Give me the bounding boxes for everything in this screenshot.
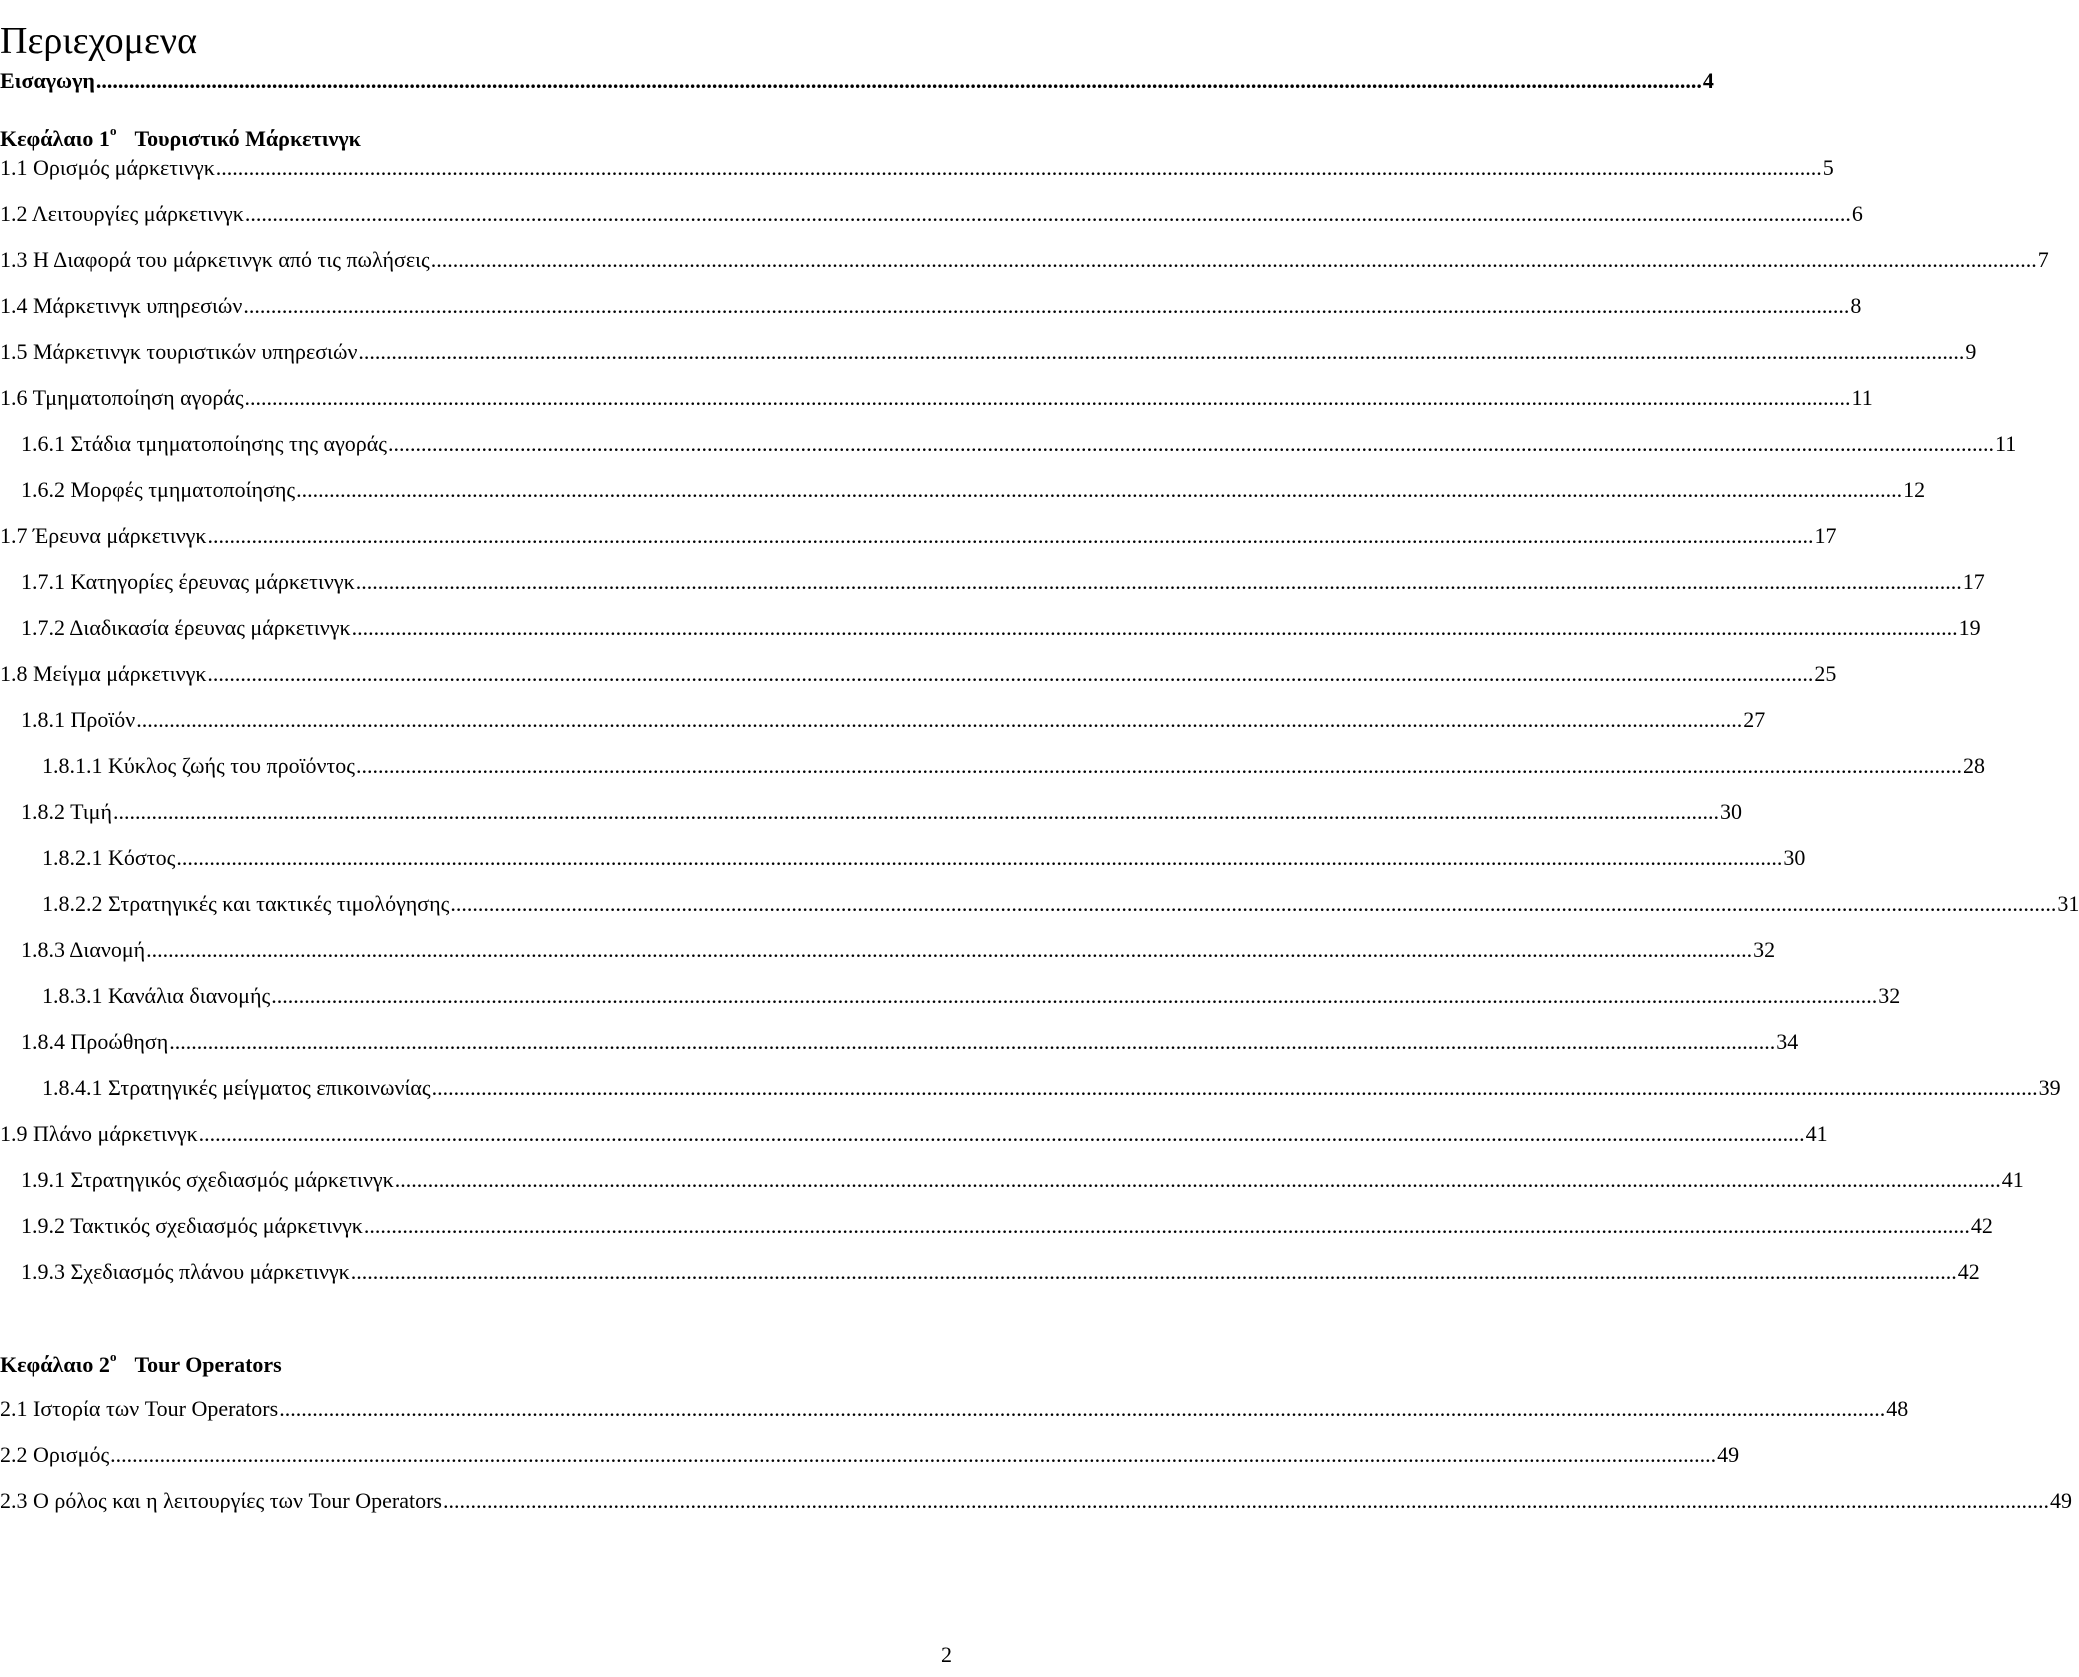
page-number: 2 — [941, 1642, 952, 1667]
toc-entry[interactable] — [0, 1257, 1980, 1287]
toc-entry-label: 1.7.1 Κατηγορίες έρευνας μάρκετινγκ — [21, 569, 355, 594]
toc-entry-label: 2.1 Ιστορία των Tour Operators — [0, 1396, 279, 1421]
toc-entry[interactable] — [0, 705, 1766, 735]
toc-entry-page: 11 — [1995, 431, 2017, 456]
dot-leader — [216, 153, 1822, 183]
toc-entry-label: 1.8.3 Διανομή — [21, 937, 146, 962]
toc-entry-page: 48 — [1886, 1396, 1909, 1421]
toc-entry[interactable] — [0, 567, 1985, 597]
toc-entry[interactable] — [0, 521, 1837, 551]
dot-leader — [352, 613, 1958, 643]
toc-entry-page: 17 — [1814, 523, 1837, 548]
dot-leader — [271, 981, 1877, 1011]
dot-leader — [169, 1027, 1775, 1057]
dot-leader — [450, 889, 2056, 919]
dot-leader — [176, 843, 1782, 873]
dot-leader — [208, 521, 1814, 551]
toc-entry-label: 1.8.3.1 Κανάλια διανομής — [42, 983, 271, 1008]
toc-entry-page: 49 — [1717, 1442, 1740, 1467]
chapter-2-heading — [0, 1350, 282, 1380]
toc-entry[interactable] — [0, 613, 1981, 643]
dot-leader — [356, 751, 1962, 781]
chapter-title: Τουριστικό Μάρκετινγκ — [134, 126, 361, 151]
toc-entry-page: 41 — [2001, 1167, 2024, 1192]
dot-leader — [388, 429, 1994, 459]
toc-entry-label: 1.8.1 Προϊόν — [21, 707, 136, 732]
toc-entry-label: 2.3 Ο ρόλος και η λειτουργίες των Tour Operators — [0, 1488, 442, 1513]
toc-entry-page: 7 — [2037, 247, 2049, 272]
toc-entry-label: 1.4 Μάρκετινγκ υπηρεσιών — [0, 293, 243, 318]
dot-leader — [443, 1486, 2049, 1516]
toc-entry-page: 8 — [1850, 293, 1862, 318]
toc-entry-label: 1.9.2 Τακτικός σχεδιασμός μάρκετινγκ — [21, 1213, 363, 1238]
toc-entry-page: 32 — [1753, 937, 1776, 962]
dot-leader — [113, 797, 1719, 827]
dot-leader — [364, 1211, 1970, 1241]
toc-entry[interactable] — [0, 383, 1873, 413]
dot-leader — [296, 475, 1902, 505]
toc-entry[interactable] — [0, 1440, 1740, 1470]
toc-entry[interactable] — [0, 1486, 2072, 1516]
toc-entry-page: 6 — [1851, 201, 1863, 226]
dot-leader — [199, 1119, 1805, 1149]
toc-entry-label: 2.2 Ορισμός — [0, 1442, 110, 1467]
toc-entry-page: 28 — [1963, 753, 1985, 778]
toc-entry[interactable] — [0, 1027, 1799, 1057]
toc-entry-label: 1.8.2 Τιμή — [21, 799, 112, 824]
toc-entry-page: 9 — [1965, 339, 1977, 364]
toc-entry-label: 1.8.4.1 Στρατηγικές μείγματος επικοινωνίας — [42, 1075, 431, 1100]
toc-entry-page: 34 — [1776, 1029, 1799, 1054]
dot-leader — [245, 383, 1851, 413]
toc-entry-intro[interactable] — [0, 66, 1714, 96]
toc-entry[interactable] — [0, 1165, 2024, 1195]
toc-entry-page: 27 — [1743, 707, 1766, 732]
toc-entry[interactable] — [0, 245, 2049, 275]
toc-entry[interactable] — [0, 1394, 1909, 1424]
dot-leader — [146, 935, 1752, 965]
toc-entry[interactable] — [0, 1119, 1828, 1149]
toc-entry[interactable] — [0, 843, 1806, 873]
toc-entry-label: 1.6.1 Στάδια τμηματοποίησης της αγοράς — [21, 431, 388, 456]
toc-entry[interactable] — [0, 751, 1985, 781]
toc-entry-page: 42 — [1957, 1259, 1980, 1284]
dot-leader — [356, 567, 1962, 597]
toc-entry-label: 1.9.3 Σχεδιασμός πλάνου μάρκετινγκ — [21, 1259, 350, 1284]
toc-entry[interactable] — [0, 337, 1977, 367]
dot-leader — [431, 245, 2037, 275]
toc-entry-page: 19 — [1958, 615, 1981, 640]
toc-entry-label: 1.8 Μείγμα μάρκετινγκ — [0, 661, 207, 686]
toc-entry-label: 1.1 Ορισμός μάρκετινγκ — [0, 155, 215, 180]
toc-entry-label: 1.2 Λειτουργίες μάρκετινγκ — [0, 201, 244, 226]
toc-entry-page: 5 — [1822, 155, 1834, 180]
toc-entry[interactable] — [0, 1211, 1993, 1241]
toc-entry-page: 31 — [2057, 891, 2079, 916]
toc-entry-page: 32 — [1878, 983, 1901, 1008]
toc-entry-label: 1.9 Πλάνο μάρκετινγκ — [0, 1121, 198, 1146]
dot-leader — [279, 1394, 1885, 1424]
dot-leader — [245, 199, 1851, 229]
toc-entry-label: 1.8.2.2 Στρατηγικές και τακτικές τιμολόγησης — [42, 891, 450, 916]
toc-entry-label: 1.8.2.1 Κόστος — [42, 845, 176, 870]
chapter-ordinal: ο — [109, 1348, 117, 1364]
toc-entry-label: 1.6.2 Μορφές τμηματοποίησης — [21, 477, 296, 502]
toc-entry[interactable] — [0, 199, 1863, 229]
toc-entry-page: 12 — [1903, 477, 1926, 502]
dot-leader — [207, 659, 1813, 689]
toc-entry-label: 1.7 Έρευνα μάρκετινγκ — [0, 523, 207, 548]
toc-entry-page: 4 — [1702, 68, 1714, 93]
toc-entry-page: 42 — [1970, 1213, 1993, 1238]
toc-entry[interactable] — [0, 981, 1901, 1011]
toc-entry[interactable] — [0, 429, 2017, 459]
toc-entry[interactable] — [0, 291, 1862, 321]
toc-entry-page: 41 — [1805, 1121, 1828, 1146]
toc-entry-page: 25 — [1814, 661, 1837, 686]
dot-leader — [110, 1440, 1716, 1470]
toc-entry-page: 11 — [1851, 385, 1873, 410]
toc-entry-page: 39 — [2038, 1075, 2061, 1100]
toc-entry[interactable] — [0, 1073, 2061, 1103]
dot-leader — [432, 1073, 2038, 1103]
dot-leader — [96, 66, 1702, 96]
chapter-label: Κεφάλαιο 2 — [0, 1352, 110, 1377]
dot-leader — [243, 291, 1849, 321]
toc-entry-page: 17 — [1962, 569, 1985, 594]
toc-entry[interactable] — [0, 475, 1926, 505]
dot-leader — [136, 705, 1742, 735]
toc-entry-label: 1.3 Η Διαφορά του μάρκετινγκ από τις πωλήσεις — [0, 247, 430, 272]
chapter-1-heading — [0, 124, 361, 154]
toc-entry-label: 1.8.1.1 Κύκλος ζωής του προϊόντος — [42, 753, 355, 778]
toc-entry-page: 49 — [2049, 1488, 2072, 1513]
toc-entry-label: 1.9.1 Στρατηγικός σχεδιασμός μάρκετινγκ — [21, 1167, 394, 1192]
toc-entry[interactable] — [0, 935, 1776, 965]
toc-entry-label: 1.6 Τμηματοποίηση αγοράς — [0, 385, 244, 410]
toc-entry-label: 1.8.4 Προώθηση — [21, 1029, 169, 1054]
toc-entry-page: 30 — [1720, 799, 1742, 824]
dot-leader — [358, 337, 1964, 367]
chapter-title: Tour Operators — [134, 1352, 282, 1377]
toc-entry-label: Εισαγωγη — [0, 68, 95, 93]
page-title: Περιεχομενα — [0, 20, 197, 63]
toc-entry[interactable] — [0, 659, 1837, 689]
toc-entry-label: 1.7.2 Διαδικασία έρευνας μάρκετινγκ — [21, 615, 351, 640]
toc-entry-label: 1.5 Μάρκετινγκ τουριστικών υπηρεσιών — [0, 339, 358, 364]
toc-entry[interactable] — [0, 889, 2079, 919]
toc-entry[interactable] — [0, 153, 1834, 183]
toc-entry[interactable] — [0, 797, 1742, 827]
dot-leader — [351, 1257, 1957, 1287]
dot-leader — [395, 1165, 2001, 1195]
toc-entry-page: 30 — [1783, 845, 1806, 870]
chapter-ordinal: ο — [109, 122, 117, 138]
chapter-label: Κεφάλαιο 1 — [0, 126, 110, 151]
